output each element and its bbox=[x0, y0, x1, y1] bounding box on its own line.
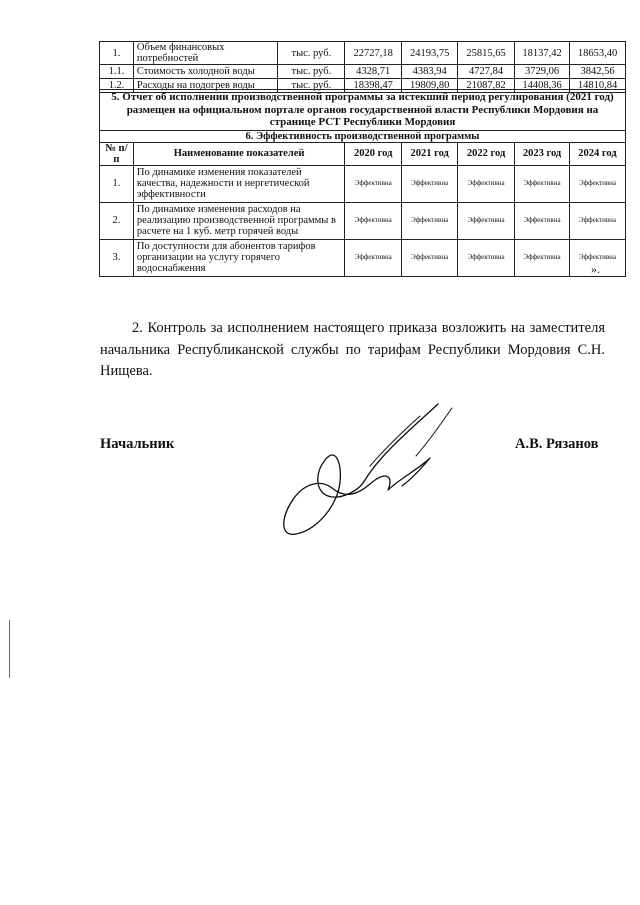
table-row bbox=[100, 42, 626, 65]
row-name: Стоимость холодной воды bbox=[133, 65, 278, 79]
cell-value: Эффективна bbox=[458, 239, 515, 276]
cell-value: 14408,36 bbox=[515, 79, 570, 93]
cell-value: Эффективна bbox=[458, 202, 515, 239]
row-number: 2. bbox=[100, 202, 134, 239]
cell-value: 14810,84 bbox=[570, 79, 626, 93]
cell-value: Эффективна bbox=[345, 239, 402, 276]
cell-value: Эффективна bbox=[515, 239, 570, 276]
cell-value: 3729,06 bbox=[515, 65, 570, 79]
section-6-title: 6. Эффективность производственной программы bbox=[100, 130, 626, 142]
row-unit: тыс. руб. bbox=[278, 65, 345, 79]
row-number: 1.2. bbox=[100, 79, 134, 93]
cell-value: 4328,71 bbox=[345, 65, 402, 79]
cell-value: 21087,82 bbox=[458, 79, 515, 93]
header-num: № п/п bbox=[100, 142, 134, 165]
header-year: 2022 год bbox=[458, 142, 515, 165]
cell-value: 24193,75 bbox=[402, 42, 458, 65]
row-unit: тыс. руб. bbox=[278, 79, 345, 93]
section-5-title: 5. Отчет об исполнении производственной программы за истекший период регулирования (2021 год) размещен на официальном портале органов государственной власти Республики Мордовия на странице РСТ Республики Мордовия bbox=[100, 90, 626, 131]
cell-value: 18653,40 bbox=[570, 42, 626, 65]
signatory-name: А.В. Рязанов bbox=[515, 436, 599, 452]
cell-value: 18398,47 bbox=[345, 79, 402, 93]
table-row bbox=[100, 239, 626, 276]
cell-value: 4383,94 bbox=[402, 65, 458, 79]
row-number: 1. bbox=[100, 42, 134, 65]
header-year: 2020 год bbox=[345, 142, 402, 165]
row-name: Расходы на подогрев воды bbox=[133, 79, 278, 93]
cell-value: Эффективна bbox=[402, 165, 458, 202]
cell-value: Эффективна bbox=[345, 202, 402, 239]
row-unit: тыс. руб. bbox=[278, 42, 345, 65]
header-year: 2021 год bbox=[402, 142, 458, 165]
cell-value: Эффективна bbox=[570, 202, 626, 239]
cell-value: Эффективна bbox=[345, 165, 402, 202]
row-name: По динамике изменения показателей качества, надежности и нергетической эффективности bbox=[133, 165, 344, 202]
row-name: По доступности для абонентов тарифов организации на услугу горячего водоснабжения bbox=[133, 239, 344, 276]
cell-value: Эффективна bbox=[515, 202, 570, 239]
cell-value: Эффективна bbox=[570, 165, 626, 202]
scan-edge-mark bbox=[9, 620, 10, 678]
signatory-role: Начальник bbox=[100, 436, 175, 452]
table-header bbox=[100, 142, 626, 165]
cell-value: Эффективна bbox=[402, 239, 458, 276]
cell-value: Эффективна bbox=[402, 202, 458, 239]
cell-value: 3842,56 bbox=[570, 65, 626, 79]
cell-value: 22727,18 bbox=[345, 42, 402, 65]
cell-value: 4727,84 bbox=[458, 65, 515, 79]
row-number: 3. bbox=[100, 239, 134, 276]
row-name: По динамике изменения расходов на реализацию производственной программы в расчете на 1 куб. метр горячей воды bbox=[133, 202, 344, 239]
row-number: 1. bbox=[100, 165, 134, 202]
cell-value: 25815,65 bbox=[458, 42, 515, 65]
row-number: 1.1. bbox=[100, 65, 134, 79]
cell-value: Эффективна bbox=[458, 165, 515, 202]
efficiency-table bbox=[99, 89, 626, 277]
table-row bbox=[100, 65, 626, 79]
finance-table bbox=[99, 41, 626, 93]
header-year: 2023 год bbox=[515, 142, 570, 165]
paragraph-2: 2. Контроль за исполнением настоящего приказа возложить на заместителя начальника Республиканской службы по тарифам Республики Мордовия С.Н. Нищева. bbox=[100, 320, 605, 379]
header-year: 2024 год bbox=[570, 142, 626, 165]
cell-value: Эффективна bbox=[570, 239, 626, 276]
table-row bbox=[100, 165, 626, 202]
header-name: Наименование показателей bbox=[133, 142, 344, 165]
cell-value: 18137,42 bbox=[515, 42, 570, 65]
table-row bbox=[100, 202, 626, 239]
handwritten-signature bbox=[270, 400, 480, 540]
cell-value: Эффективна bbox=[515, 165, 570, 202]
row-name: Объем финансовых потребностей bbox=[133, 42, 278, 65]
cell-value: 19809,80 bbox=[402, 79, 458, 93]
closing-quote: ». bbox=[591, 262, 600, 276]
